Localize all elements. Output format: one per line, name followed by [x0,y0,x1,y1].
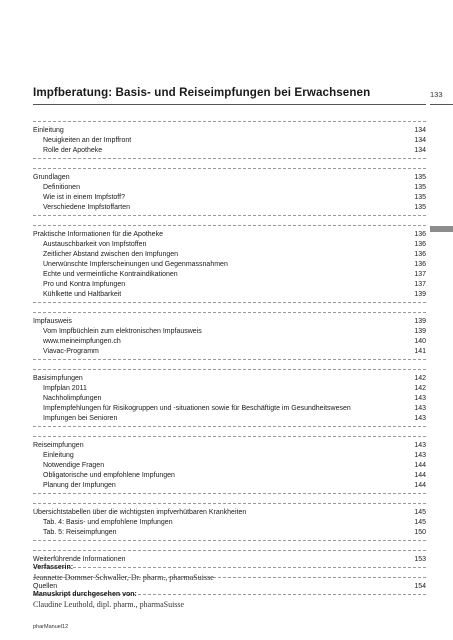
toc-item-page: 143 [414,415,426,422]
toc-item-page: 141 [414,348,426,355]
toc-item[interactable] [33,528,426,538]
title-rule [33,104,426,105]
toc-item[interactable] [33,280,426,290]
toc-item-label: Rolle der Apotheke [43,147,103,154]
toc-heading-label: Grundlagen [33,174,70,181]
toc-item-label: Verschiedene Impfstoffarten [43,204,131,211]
toc-item-label: Viavac-Programm [43,348,99,355]
toc-item[interactable] [33,481,426,491]
toc-item[interactable] [33,404,426,414]
toc-heading-page: 135 [414,174,426,181]
toc-heading-page: 154 [414,583,426,590]
toc-item-label: Einleitung [43,452,74,459]
review-block [33,590,214,610]
toc-item-label: Austauschbarkeit von Impfstoffen [43,241,147,248]
toc-item[interactable] [33,290,426,300]
toc-item-page: 135 [414,184,426,191]
page-title: Impfberatung: Basis- und Reiseimpfungen bei Erwachsenen [33,86,371,99]
toc-item[interactable] [33,337,426,347]
toc-heading-label: Quellen [33,583,58,590]
toc-section [33,121,426,159]
toc-item[interactable] [33,471,426,481]
toc-item[interactable] [33,193,426,203]
chapter-side-tab [430,226,453,232]
toc-item-label: Neuigkeiten an der Impffront [43,137,132,144]
toc-item-page: 135 [414,194,426,201]
toc-item-page: 137 [414,281,426,288]
toc-item-label: Zeitlicher Abstand zwischen den Impfungen [43,251,179,258]
toc-heading-page: 134 [414,127,426,134]
toc-item-label: Impfungen bei Senioren [43,415,118,422]
toc-heading-label: Basisimpfungen [33,375,83,382]
review-name: Claudine Leuthold, dipl. pharm., pharmaSuisse [33,600,185,609]
toc-item-label: Planung der Impfungen [43,482,116,489]
toc-section [33,312,426,360]
toc-item-label: Tab. 4: Basis- und empfohlene Impfungen [43,519,173,526]
toc-heading-label: Praktische Informationen für die Apotheke [33,231,163,238]
review-heading: Manuskript durchgesehen von: [33,591,137,598]
toc-item[interactable] [33,183,426,193]
toc-item-page: 134 [414,137,426,144]
toc-item-page: 143 [414,395,426,402]
toc-item-label: Wie ist in einem Impfstoff? [43,194,125,201]
toc-item-page: 140 [414,338,426,345]
toc-heading-label: Weiterführende Informationen [33,556,126,563]
toc-heading[interactable] [33,173,426,183]
toc-item-page: 144 [414,472,426,479]
toc-item-page: 136 [414,241,426,248]
toc-item-page: 139 [414,328,426,335]
credits [33,563,214,617]
toc-item-page: 134 [414,147,426,154]
toc-item-page: 145 [414,519,426,526]
toc-item-label: Notwendige Fragen [43,462,105,469]
toc-item-page: 136 [414,251,426,258]
toc-item-page: 144 [414,462,426,469]
toc-item[interactable] [33,136,426,146]
toc-heading[interactable] [33,230,426,240]
toc-heading-label: Impfausweis [33,318,72,325]
toc-item[interactable] [33,347,426,357]
toc-heading[interactable] [33,317,426,327]
toc-item[interactable] [33,203,426,213]
toc-item[interactable] [33,518,426,528]
toc-heading-label: Einleitung [33,127,64,134]
toc-item[interactable] [33,146,426,156]
toc-section [33,225,426,303]
toc-item[interactable] [33,414,426,424]
toc-heading-page: 136 [414,231,426,238]
toc-item[interactable] [33,394,426,404]
toc-section [33,168,426,216]
toc-item-label: www.meineimpfungen.ch [43,338,121,345]
toc-heading-label: Reiseimpfungen [33,442,84,449]
toc-item[interactable] [33,327,426,337]
toc-item-page: 144 [414,482,426,489]
toc-heading-page: 139 [414,318,426,325]
toc-item-label: Echte und vermeintliche Kontraindikationen [43,271,178,278]
toc-item-page: 142 [414,385,426,392]
toc-item-page: 137 [414,271,426,278]
page-number-rule [430,104,453,105]
toc-item-page: 135 [414,204,426,211]
toc-item-label: Nachholimpfungen [43,395,102,402]
author-block [33,563,214,583]
toc-item-label: Vom Impfbüchlein zum elektronischen Impfausweis [43,328,202,335]
toc-item[interactable] [33,250,426,260]
toc-heading-page: 145 [414,509,426,516]
toc-item[interactable] [33,240,426,250]
toc-item-page: 150 [414,529,426,536]
toc-heading-page: 153 [414,556,426,563]
toc-heading-label: Übersichtstabellen über die wichtigsten impfverhütbaren Krankheiten [33,509,247,516]
footer-label: pharManuel12 [33,624,69,630]
toc-item-label: Unerwünschte Impferscheinungen und Gegenmassnahmen [43,261,228,268]
toc-heading[interactable] [33,374,426,384]
page-number: 133 [430,90,443,99]
author-heading: Verfasserin: [33,564,74,571]
toc-section [33,369,426,427]
toc-item-label: Obligatorische und empfohlene Impfungen [43,472,175,479]
toc-item-page: 143 [414,452,426,459]
author-name: Jeannette Dommer Schwaller, Dr. pharm., pharmaSuisse [33,573,214,582]
toc-section [33,436,426,494]
toc-item-label: Impfempfehlungen für Risikogruppen und -situationen sowie für Beschäftigte im Gesundheitswesen [43,405,351,412]
toc-item[interactable] [33,451,426,461]
toc-heading-page: 143 [414,442,426,449]
toc-item[interactable] [33,260,426,270]
toc-heading[interactable] [33,126,426,136]
toc-item-page: 139 [414,291,426,298]
toc-item[interactable] [33,270,426,280]
toc-section [33,503,426,541]
table-of-contents [33,121,426,604]
toc-heading[interactable] [33,508,426,518]
toc-item-page: 143 [414,405,426,412]
toc-item-label: Impfplan 2011 [43,385,87,392]
toc-item-label: Definitionen [43,184,80,191]
toc-item-label: Pro und Kontra Impfungen [43,281,126,288]
toc-heading[interactable] [33,441,426,451]
toc-item-page: 136 [414,261,426,268]
toc-item-label: Tab. 5: Reiseimpfungen [43,529,117,536]
toc-item-label: Kühlkette und Haltbarkeit [43,291,122,298]
toc-item[interactable] [33,461,426,471]
toc-heading-page: 142 [414,375,426,382]
toc-item[interactable] [33,384,426,394]
